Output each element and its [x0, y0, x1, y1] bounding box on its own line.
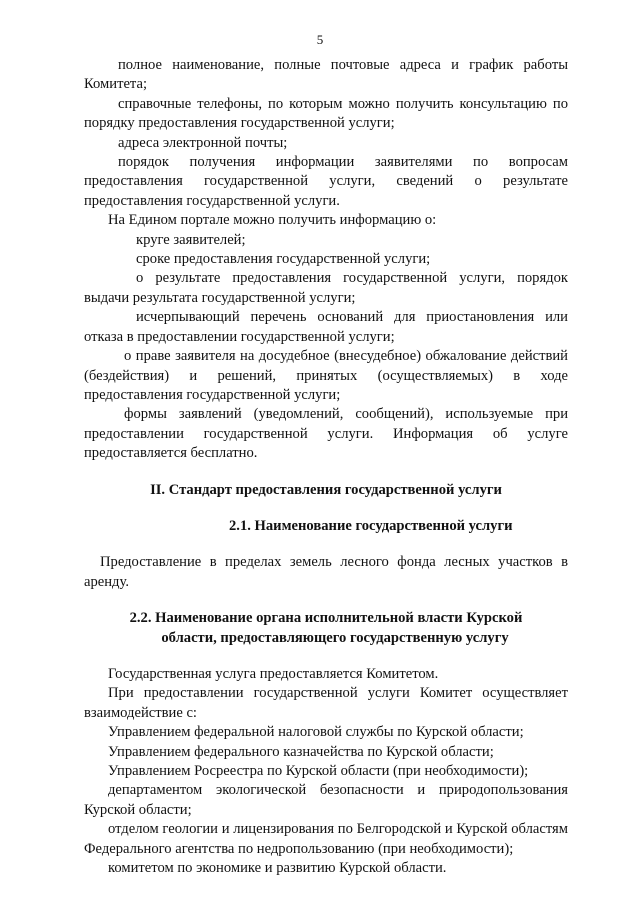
document-body — [84, 56, 568, 878]
paragraph-info-order: порядок получения информации заявителями по вопросам предоставления государственной услуги, сведений о результате предоставления государственной услуги. — [84, 154, 568, 209]
paragraph-email: адреса электронной почты; — [118, 134, 288, 151]
subsection-heading-2-1: 2.1. Наименование государственной услуги — [229, 517, 513, 534]
list-item-appeal: о праве заявителя на досудебное (внесудебное) обжалование действий (бездействия) и решений, принятых (осуществляемых) в ходе предоставления государственной услуги; — [84, 348, 568, 403]
list-item-forms: формы заявлений (уведомлений, сообщений), используемые при предоставлении государственной услуги. Информация об услуге предоставляется бесплатно. — [84, 406, 568, 462]
paragraph-interaction: При предоставлении государственной услуги Комитет осуществляет взаимодействие с: — [84, 685, 568, 721]
list-item-result: о результате предоставления государственной услуги, порядок выдачи результата государственной услуги; — [84, 270, 568, 306]
paragraph-portal-intro: На Едином портале можно получить информацию о: — [108, 212, 437, 229]
list-item-geology-department: отделом геологии и лицензирования по Белгородской и Курской областям Федерального агентства по недропользованию (при необходимости); — [84, 821, 568, 857]
page-number: 5 — [316, 32, 324, 47]
list-item-economy-committee: комитетом по экономике и развитию Курской области. — [108, 860, 447, 877]
list-item-applicants: круге заявителей; — [136, 231, 246, 248]
paragraph-service-name: Предоставление в пределах земель лесного фонда лесных участков в аренду. — [84, 554, 568, 590]
section-heading: II. Стандарт предоставления государственной услуги — [150, 481, 502, 498]
paragraph-phones: справочные телефоны, по которым можно получить консультацию по порядку предоставления государственной услуги; — [84, 95, 568, 132]
list-item-rosreestr: Управлением Росреестра по Курской области (при необходимости); — [108, 763, 529, 779]
list-item-treasury: Управлением федерального казначейства по Курской области; — [108, 743, 494, 760]
list-item-ecology-department: департаментом экологической безопасности и природопользования Курской области; — [84, 782, 568, 818]
list-item-grounds: исчерпывающий перечень оснований для приостановления или отказа в предоставлении государственной услуги; — [84, 309, 568, 345]
paragraph-provider: Государственная услуга предоставляется Комитетом. — [108, 665, 439, 682]
list-item-tax-service: Управлением федеральной налоговой службы по Курской области; — [108, 724, 524, 741]
subsection-heading-2-2 — [84, 609, 568, 648]
paragraph-full-name: полное наименование, полные почтовые адреса и график работы Комитета; — [84, 57, 568, 93]
subsection-heading-2-2-line1-text: 2.2. Наименование органа исполнительной власти Курской — [129, 610, 523, 627]
subsection-heading-2-2-line2: области, предоставляющего государственную услугу — [161, 629, 509, 646]
list-item-term: сроке предоставления государственной услуги; — [136, 251, 431, 268]
